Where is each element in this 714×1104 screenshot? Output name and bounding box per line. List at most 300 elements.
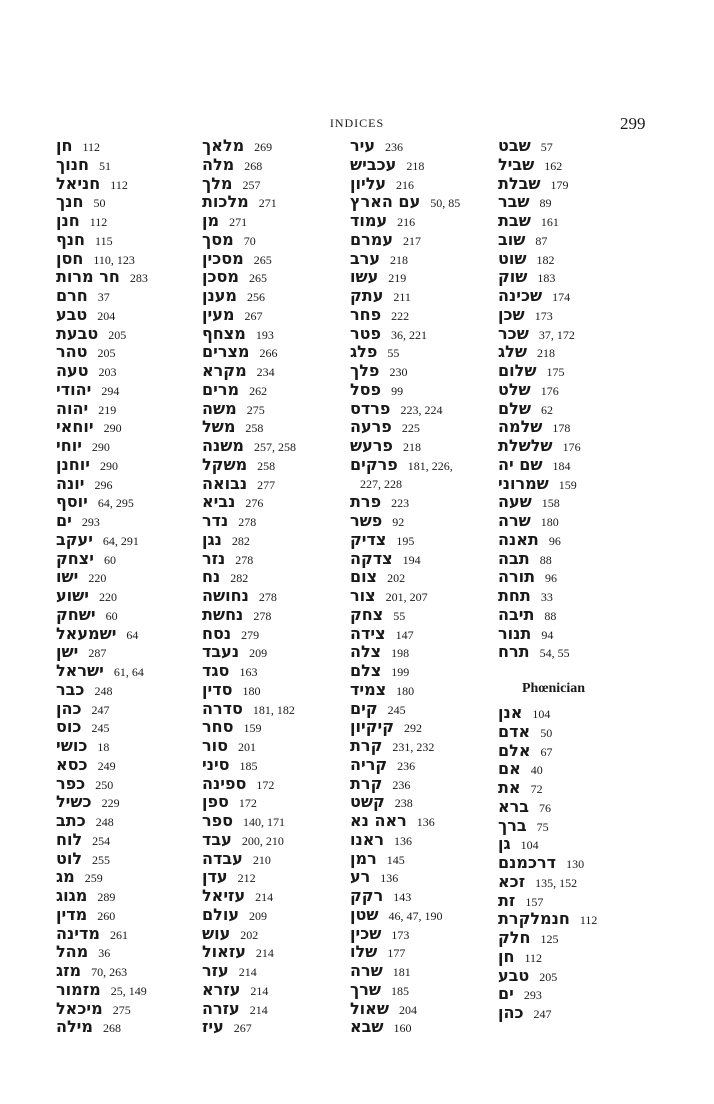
index-word: שלם [498, 398, 531, 418]
index-page-ref: 61, 64 [113, 665, 144, 679]
index-word: פרעש [350, 436, 393, 455]
index-page-ref: 222 [391, 308, 410, 323]
index-word: מלה [202, 154, 235, 174]
index-page-ref: 176 [562, 440, 581, 454]
index-entry [498, 456, 648, 475]
header-title: INDICES [329, 116, 385, 130]
index-entry [202, 137, 352, 156]
index-word: שבר [498, 192, 530, 212]
index-word: שביל [498, 154, 535, 174]
index-page-ref: 76 [539, 800, 552, 815]
index-word: עשו [350, 267, 379, 287]
index-page-ref: 55 [393, 608, 406, 623]
index-page-ref: 218 [406, 158, 425, 173]
index-entry [202, 925, 352, 944]
index-page-ref: 256 [246, 290, 265, 304]
index-entry [498, 400, 648, 419]
index-word: מצרים [202, 342, 250, 362]
index-entry [56, 437, 206, 456]
index-entry [56, 381, 206, 400]
index-entry [56, 250, 206, 269]
index-word: מגוג [56, 886, 88, 905]
index-entry [202, 737, 352, 756]
index-word: פרקים [350, 454, 398, 474]
index-page-ref: 278 [235, 552, 254, 567]
index-page-ref: 265 [249, 271, 268, 286]
index-page-ref: 229 [101, 796, 120, 811]
index-page-ref: 180 [242, 683, 261, 698]
index-word: שכן [498, 304, 525, 324]
index-word: שרך [350, 979, 382, 999]
index-page-ref: 283 [129, 271, 148, 286]
index-word: רמן [350, 848, 377, 868]
index-entry [498, 306, 648, 325]
index-entry [350, 268, 500, 287]
index-page-ref: 271 [229, 215, 248, 229]
index-word: תבה [498, 548, 530, 568]
index-word: עיר [350, 136, 375, 155]
index-word: משנה [202, 436, 244, 455]
index-entry [350, 287, 500, 306]
index-entry [350, 381, 500, 400]
index-entry [498, 742, 648, 761]
index-word: עזיאל [202, 886, 246, 905]
index-page-ref: 282 [231, 533, 250, 548]
index-word: חנמלקרת [498, 909, 570, 929]
index-page-ref: 163 [239, 665, 258, 679]
index-word: יוחאי [56, 417, 94, 437]
index-word: מלך [202, 173, 233, 193]
index-page-ref: 178 [552, 421, 571, 436]
index-page-ref: 112 [82, 140, 101, 154]
index-page-ref: 245 [91, 721, 110, 736]
index-entry [202, 531, 352, 550]
index-page-ref: 181, 226, [407, 458, 453, 473]
index-entry [350, 531, 500, 550]
index-page-ref: 18 [97, 740, 110, 754]
index-page-ref: 236 [385, 140, 403, 154]
index-page-ref: 296 [94, 477, 113, 492]
index-word: פרעה [350, 417, 392, 437]
index-word: סחר [202, 717, 234, 737]
index-entry [56, 625, 206, 644]
index-entry [202, 475, 352, 494]
index-entry [350, 756, 500, 775]
index-entry [56, 306, 206, 325]
index-page-ref: 204 [97, 308, 116, 323]
index-page-ref: 37, 172 [538, 327, 575, 342]
index-page-ref: 276 [245, 496, 264, 511]
index-entry [56, 737, 206, 756]
index-entry [350, 512, 500, 531]
index-word: נגן [202, 529, 222, 549]
index-page-ref: 216 [397, 215, 416, 229]
index-entry [202, 981, 352, 1000]
index-page-ref: 70, 263 [91, 965, 128, 979]
index-entry [350, 587, 500, 606]
index-entry [350, 793, 500, 812]
index-page-ref: 218 [536, 346, 555, 361]
index-word: גן [498, 834, 511, 854]
index-entry [350, 418, 500, 437]
index-word: כושי [56, 736, 88, 755]
index-page-ref: 282 [230, 571, 249, 586]
index-entry [498, 175, 648, 194]
index-page-ref: 223 [391, 496, 410, 511]
index-entry [498, 343, 648, 362]
index-word: שמרוני [498, 473, 549, 493]
index-word: ישן [56, 642, 79, 662]
index-page-ref: 180 [540, 515, 559, 529]
index-page-ref: 181 [392, 965, 411, 979]
index-word: צדקה [350, 548, 393, 568]
index-entry [202, 831, 352, 850]
index-entry [498, 381, 648, 400]
index-entry [202, 325, 352, 344]
index-entry [56, 493, 206, 512]
index-page-ref: 136 [416, 815, 435, 829]
index-page-ref: 88 [539, 552, 552, 567]
index-page-ref: 259 [84, 871, 103, 886]
index-word: שעה [498, 492, 532, 512]
index-page-ref: 112 [579, 913, 598, 928]
index-page-ref: 214 [255, 946, 274, 961]
index-word: עזרה [202, 998, 240, 1018]
index-page-ref: 236 [392, 777, 411, 792]
index-entry [56, 962, 206, 981]
index-entry [498, 929, 648, 948]
index-entry [350, 250, 500, 269]
index-word: מזג [56, 961, 82, 980]
index-entry [498, 1004, 648, 1023]
index-word: שלט [498, 379, 531, 399]
index-entry [56, 943, 206, 962]
index-word: סור [202, 736, 228, 755]
index-page-ref: 268 [102, 1021, 121, 1036]
index-entry [56, 606, 206, 625]
index-page-ref: 92 [392, 515, 405, 529]
index-entry [350, 981, 500, 1000]
index-word: מרים [202, 379, 240, 399]
index-entry [498, 531, 648, 550]
index-entry [350, 606, 500, 625]
index-word: סגד [202, 661, 230, 680]
index-word: ישמעאל [56, 623, 117, 643]
index-page-ref: 265 [253, 252, 272, 267]
index-word: נזר [202, 548, 226, 568]
index-entry [202, 437, 352, 456]
index-word: שאול [350, 998, 389, 1018]
index-entry [498, 892, 648, 911]
index-page-ref: 267 [244, 308, 263, 323]
index-word: צלם [350, 661, 382, 680]
index-page-ref: 181, 182 [252, 702, 295, 717]
index-word: שלום [498, 361, 537, 380]
index-word: מהל [56, 942, 89, 962]
index-entry [202, 718, 352, 737]
index-entry [350, 718, 500, 737]
index-entry [56, 287, 206, 306]
index-page-ref: 202 [240, 927, 259, 942]
index-page-ref: 130 [566, 857, 585, 871]
index-word: צור [350, 586, 376, 605]
index-page-ref: 220 [88, 571, 107, 586]
index-word: ערב [350, 248, 381, 268]
index-page-ref: 247 [533, 1007, 552, 1021]
index-page-ref: 205 [539, 969, 558, 984]
index-word: חסן [56, 248, 84, 268]
index-entry [202, 343, 352, 362]
index-page-ref: 293 [81, 515, 100, 529]
index-entry [202, 775, 352, 794]
index-word: שבת [498, 211, 531, 230]
index-entry [202, 268, 352, 287]
index-word: חרם [56, 286, 88, 305]
index-page-ref: 145 [386, 852, 405, 867]
index-entry [202, 887, 352, 906]
index-word: כתב [56, 811, 86, 830]
index-page-ref: 218 [402, 440, 421, 454]
index-word: צלה [350, 642, 382, 662]
index-word: נדר [202, 511, 229, 530]
index-page-ref: 46, 47, 190 [388, 908, 443, 923]
index-page-ref: 257 [242, 177, 261, 192]
index-word: ישוע [56, 586, 89, 605]
index-page-ref: 275 [246, 402, 265, 417]
index-word: תנור [498, 623, 532, 643]
index-column-3 [350, 137, 500, 1037]
index-word: טבע [498, 965, 530, 985]
index-entry [498, 625, 648, 644]
index-entry [498, 250, 648, 269]
index-word: שטן [350, 904, 379, 924]
index-page-ref: 223, 224 [400, 402, 443, 417]
index-word: נביא [202, 492, 236, 512]
index-word: נח [202, 567, 221, 587]
index-entry [350, 456, 500, 475]
index-page-ref: 157 [525, 894, 544, 909]
index-entry [350, 550, 500, 569]
index-word: מדינה [56, 923, 100, 943]
index-word: טהר [56, 342, 88, 362]
index-entry [56, 643, 206, 662]
index-page-ref: 205 [97, 346, 116, 361]
index-page-ref: 104 [520, 838, 539, 853]
index-word: יוחי [56, 436, 82, 455]
index-entry [350, 568, 500, 587]
index-word: עזאול [202, 942, 246, 962]
index-word: פשר [350, 511, 383, 530]
index-page-ref: 292 [403, 721, 422, 736]
index-entry [202, 625, 352, 644]
index-entry [202, 1000, 352, 1019]
index-word: כהן [56, 698, 82, 718]
index-page-ref: 230 [389, 365, 408, 379]
index-entry [202, 606, 352, 625]
index-word: שבט [498, 136, 531, 155]
index-page-ref: 89 [539, 196, 552, 211]
index-word: פלך [350, 361, 380, 380]
index-word: ספר [202, 811, 234, 830]
index-word: שוט [498, 248, 527, 268]
index-word: יוסף [56, 492, 88, 512]
index-page-ref: 193 [255, 327, 274, 342]
index-word: ספן [202, 792, 229, 812]
index-page-ref: 195 [396, 533, 415, 548]
index-page-ref: 238 [394, 796, 413, 811]
index-page-ref: 278 [253, 608, 272, 623]
index-entry [202, 812, 352, 831]
index-word: עזר [202, 961, 229, 980]
index-page-ref: 250 [95, 777, 114, 792]
index-page-ref: 290 [91, 440, 110, 454]
index-entry [56, 231, 206, 250]
index-entry [202, 156, 352, 175]
index-word: דרכמנם [498, 853, 557, 872]
index-word: פרת [350, 492, 382, 512]
index-page-ref: 88 [544, 608, 557, 623]
index-entry [350, 943, 500, 962]
index-page-ref: 72 [530, 782, 543, 796]
index-page-ref: 172 [256, 777, 275, 792]
index-entry [498, 137, 648, 156]
index-entry [202, 493, 352, 512]
index-page-ref: 125 [540, 932, 559, 946]
index-page-ref: 267 [233, 1021, 252, 1036]
index-page-ref: 245 [387, 702, 406, 717]
index-page-ref: 33 [540, 590, 553, 604]
index-page-ref: 219 [388, 271, 407, 286]
index-word: לוח [56, 829, 83, 849]
index-page-ref: 287 [88, 646, 107, 661]
index-page-ref: 62 [540, 402, 553, 417]
index-entry [498, 268, 648, 287]
index-entry [202, 587, 352, 606]
index-entry [350, 475, 500, 494]
index-entry [56, 175, 206, 194]
index-word: נסח [202, 623, 232, 643]
index-entry [56, 681, 206, 700]
index-entry [350, 812, 500, 831]
index-entry [202, 962, 352, 981]
index-entry [498, 287, 648, 306]
index-page-ref: 60 [105, 608, 118, 623]
index-word: את [498, 778, 521, 797]
index-word: כבר [56, 679, 85, 699]
index-entry [350, 493, 500, 512]
index-entry [202, 362, 352, 381]
index-word: יעקב [56, 529, 93, 549]
index-entry [202, 568, 352, 587]
index-entry [56, 775, 206, 794]
index-page-ref: 158 [541, 496, 560, 511]
index-page-ref: 212 [237, 871, 256, 886]
index-word: מצחף [202, 323, 246, 343]
index-entry [350, 1018, 500, 1037]
index-page-ref: 220 [99, 590, 117, 604]
index-page-ref: 248 [94, 683, 113, 698]
index-word: זת [498, 890, 516, 910]
index-word: לוט [56, 848, 83, 868]
index-word: חנוך [56, 154, 89, 174]
index-entry [498, 587, 648, 606]
index-entry [498, 779, 648, 798]
index-word: שלשלת [498, 436, 553, 455]
index-page-ref: 64, 295 [97, 496, 134, 511]
index-word: חנך [56, 192, 84, 212]
index-entry [202, 662, 352, 681]
index-word: עדן [202, 867, 228, 887]
index-entry [498, 493, 648, 512]
index-page-ref: 159 [243, 721, 262, 736]
index-page-ref: 174 [552, 290, 571, 304]
index-page-ref: 54, 55 [539, 646, 570, 661]
index-word: סיני [202, 754, 230, 774]
index-page-ref: 183 [537, 271, 556, 286]
index-word: שבא [350, 1017, 384, 1037]
index-column-4 [498, 137, 648, 1023]
index-entry [498, 568, 648, 587]
index-entry [350, 868, 500, 887]
index-entry [56, 925, 206, 944]
index-entry [202, 175, 352, 194]
index-page-ref: 173 [534, 308, 553, 323]
index-entry [202, 681, 352, 700]
index-entry [498, 704, 648, 723]
index-entry [350, 775, 500, 794]
index-page-ref: 262 [249, 383, 268, 398]
index-word: אם [498, 759, 521, 779]
index-word: מן [202, 211, 220, 230]
index-word: ספינה [202, 773, 247, 793]
index-word: אדם [498, 721, 531, 741]
index-entry [498, 643, 648, 662]
index-entry [56, 137, 206, 156]
index-page-ref: 214 [250, 983, 269, 998]
index-page-ref: 147 [395, 627, 414, 642]
index-entry [56, 1018, 206, 1037]
index-entry [56, 587, 206, 606]
index-entry [202, 550, 352, 569]
index-word: מקרא [202, 361, 247, 380]
index-word: ברך [498, 815, 527, 835]
index-page-ref: 161 [540, 215, 559, 229]
index-entry [202, 512, 352, 531]
index-page-ref: 217 [403, 233, 422, 248]
index-page-ref: 260 [97, 908, 116, 923]
index-entry [498, 193, 648, 212]
index-page-ref: 176 [540, 383, 559, 398]
index-entry [56, 456, 206, 475]
index-entry [56, 212, 206, 231]
index-page-ref: 209 [248, 908, 267, 923]
index-entry [498, 910, 648, 929]
section-heading-phoenician: Phœnician [522, 681, 586, 696]
index-page-ref: 201 [238, 740, 256, 754]
index-entry [498, 948, 648, 967]
index-word: נבואה [202, 473, 248, 493]
index-page-ref: 200, 210 [241, 833, 284, 848]
index-page-ref: 75 [536, 819, 549, 834]
index-page-ref: 37 [97, 290, 110, 304]
index-word: רע [350, 867, 371, 887]
index-page-ref: 70 [243, 233, 256, 248]
index-entry [498, 854, 648, 873]
index-word: סדין [202, 679, 233, 699]
index-entry [56, 400, 206, 419]
index-page-ref: 185 [239, 758, 258, 773]
index-page-ref: 266 [259, 346, 278, 361]
